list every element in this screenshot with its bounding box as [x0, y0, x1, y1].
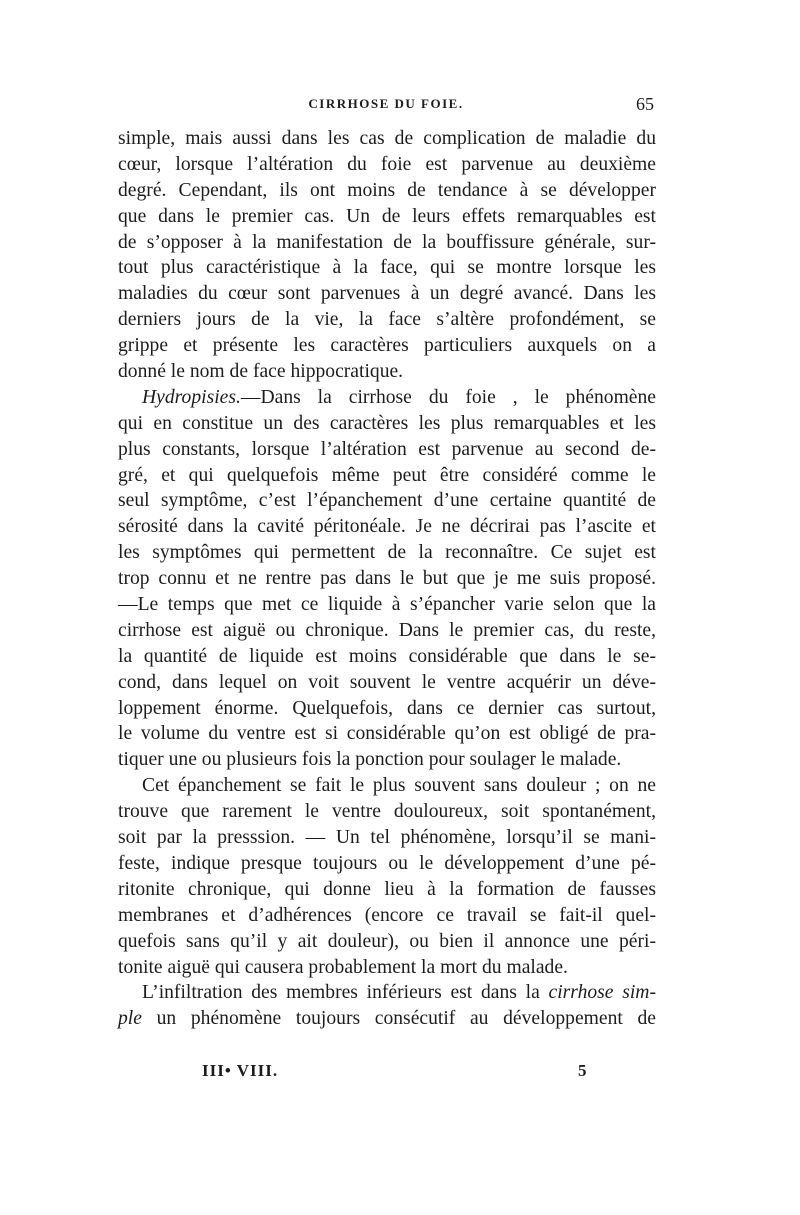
text-run: quefois sans qu’il y ait douleur), ou bien il annonce une péri-: [118, 930, 656, 952]
text-run: simple, mais aussi dans les cas de complication de maladie du: [118, 128, 656, 149]
text-line: [118, 773, 656, 799]
text-line: [118, 126, 656, 152]
text-line: [118, 540, 656, 566]
text-line: [118, 618, 656, 644]
text-line: [118, 333, 656, 359]
text-line: [118, 721, 656, 747]
page-number: 65: [636, 94, 654, 114]
text-run: la quantité de liquide est moins considérable que dans le se-: [118, 645, 656, 667]
text-run: —Le temps que met ce liquide à s’épancher varie selon que la: [118, 594, 656, 616]
text-run: ritonite chronique, qui donne lieu à la formation de fausses: [118, 878, 656, 900]
page-header: [118, 96, 654, 118]
text-run: seul symptôme, c’est l’épanchement d’une certaine quantité de: [118, 490, 656, 512]
printer-signature: III• VIII.: [202, 1061, 279, 1080]
text-run: feste, indique presque toujours ou le développement d’une pé-: [118, 852, 656, 874]
italic-run: cirrhose sim-: [548, 982, 656, 1004]
text-run: que dans le premier cas. Un de leurs effets remarquables est: [118, 205, 656, 227]
text-run: tonite aiguë qui causera probablement la mort du malade.: [118, 956, 568, 978]
page-footer: [118, 1061, 656, 1085]
text-line: [118, 385, 656, 411]
text-line: [118, 307, 656, 333]
text-run: de s’opposer à la manifestation de la bouffissure générale, sur-: [118, 231, 656, 253]
text-run: cond, dans lequel on voit souvent le ventre acquérir un déve-: [118, 671, 656, 693]
text-line: [118, 359, 656, 385]
text-run: un phénomène toujours consécutif au développement de: [141, 1008, 656, 1030]
sheet-number: 5: [578, 1061, 587, 1080]
text-run: derniers jours de la vie, la face s’altère profondément, se: [118, 309, 656, 331]
text-line: [118, 281, 656, 307]
text-line: [118, 696, 656, 722]
text-line: [118, 799, 656, 825]
text-line: [118, 230, 656, 256]
text-line: [118, 488, 656, 514]
text-run: les symptômes qui permettent de la reconnaître. Ce sujet est: [118, 542, 656, 564]
body-text: [118, 126, 656, 1032]
text-run: soit par la presssion. — Un tel phénomène, lorsqu’il se mani-: [118, 827, 656, 849]
text-run: loppement énorme. Quelquefois, dans ce dernier cas surtout,: [118, 697, 656, 719]
text-line: [118, 566, 656, 592]
text-line: [118, 877, 656, 903]
italic-run: Hydropisies.: [142, 386, 241, 408]
text-run: maladies du cœur sont parvenues à un degré avancé. Dans les: [118, 283, 656, 305]
italic-run: ple: [118, 1008, 142, 1030]
text-line: [118, 747, 656, 773]
running-head: CIRRHOSE DU FOIE.: [308, 96, 464, 111]
text-line: [118, 592, 656, 618]
text-line: [118, 411, 656, 437]
text-run: membranes et d’adhérences (encore ce travail se fait-il quel-: [118, 904, 656, 926]
text-line: [118, 463, 656, 489]
text-line: [118, 670, 656, 696]
text-run: grippe et présente les caractères particuliers auxquels on a: [118, 335, 656, 357]
text-line: [118, 851, 656, 877]
text-line: [118, 1006, 656, 1032]
text-run: sérosité dans la cavité péritonéale. Je ne décrirai pas l’ascite et: [118, 516, 656, 538]
text-line: [118, 437, 656, 463]
text-run: tout plus caractéristique à la face, qui se montre lorsque les: [118, 257, 656, 279]
text-run: Cet épanchement se fait le plus souvent sans douleur ; on ne: [142, 775, 656, 797]
text-line: [118, 903, 656, 929]
text-line: [118, 255, 656, 281]
text-line: [118, 152, 656, 178]
text-run: degré. Cependant, ils ont moins de tendance à se développer: [118, 179, 656, 201]
text-line: [118, 825, 656, 851]
text-line: [118, 644, 656, 670]
text-run: —Dans la cirrhose du foie , le phénomène: [240, 386, 656, 408]
text-line: [118, 204, 656, 230]
text-run: tiquer une ou plusieurs fois la ponction pour soulager le malade.: [118, 749, 622, 771]
text-run: plus constants, lorsque l’altération est parvenue au second de-: [118, 438, 656, 460]
text-run: cœur, lorsque l’altération du foie est parvenue au deuxième: [118, 153, 656, 175]
text-run: qui en constitue un des caractères les plus remarquables et les: [118, 412, 656, 434]
text-run: le volume du ventre est si considérable qu’on est obligé de pra-: [118, 723, 656, 745]
text-line: [118, 980, 656, 1006]
text-line: [118, 929, 656, 955]
text-line: [118, 178, 656, 204]
text-run: cirrhose est aiguë ou chronique. Dans le premier cas, du reste,: [118, 619, 656, 641]
text-run: trop connu et ne rentre pas dans le but que je me suis proposé.: [118, 568, 656, 590]
text-run: L’infiltration des membres inférieurs est dans la: [142, 982, 549, 1004]
text-run: gré, et qui quelquefois même peut être considéré comme le: [118, 464, 656, 486]
text-run: trouve que rarement le ventre douloureux, soit spontanément,: [118, 801, 656, 823]
text-line: [118, 514, 656, 540]
text-run: donné le nom de face hippocratique.: [118, 361, 404, 383]
text-line: [118, 955, 656, 981]
